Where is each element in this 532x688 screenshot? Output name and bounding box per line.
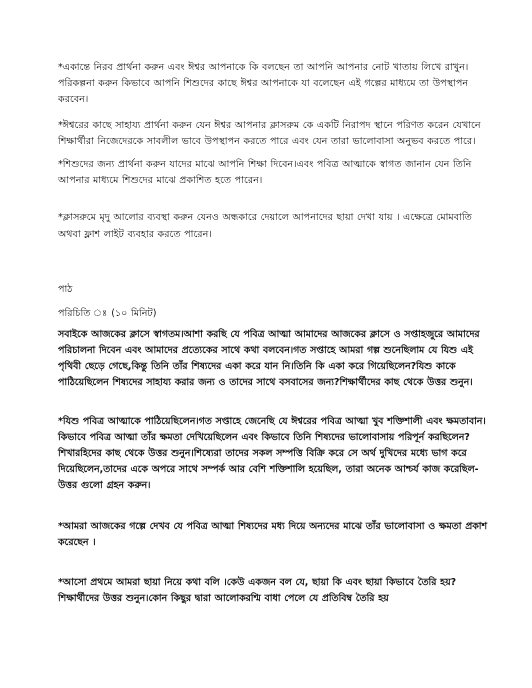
- paragraph-shadows: *আসো প্রথমে আমরা ছায়া নিয়ে কথা বলি ।কেউ একজন বল যে, ছায়া কি এবং ছায়া কিভাবে তৈরি হয়?শিক্ষার্থীদের উত্তর শুনুন।কোন কিছুর দ্বারা আলোকরশ্মি বাধা পেলে যে প্রতিবিম্ব তৈরি হয়: [58, 577, 457, 605]
- intro-heading: পরিচিতি ঃ (১০ মিনিট): [58, 307, 157, 319]
- paragraph-welcome: সবাইকে আজকের ক্লাসে স্বাগতম।আশা করছি যে পবিত্র আত্মা আমাদের আজকের ক্লাসে ও সপ্তাহজুরে আমাদের পরিচালনা দিবেন এবং আমাদের প্রত্যেকের সাথে কথা বলবেন।গত সপ্তাহে আমরা গল্প শুনেছিলাম যে যিশু এই পৃথিবী ছেড়ে গেছে,কিন্তু তিনি তাঁর শিষ্যদের একা করে যান নি।তিনি কি একা করে গিয়েছিলেন?যিশু কাকে পাঠিয়েছিলেন শিষ্যদের সাহায্য করার জন্য ও তাদের সাথে বসবাসের জন্য?শিক্ষার্থীদের কাছ থেকে উত্তর শুনুন।: [58, 328, 480, 389]
- paragraph-pray-silently: *একান্তে নিরব প্রার্থনা করুন এবং ঈশ্বর আপনাকে কি বলছেন তা আপনি আপনার নোট খাতায় লিখে রাখুন। পরিকল্পনা করুন কিভাবে আপনি শিশুদের কাছে ঈশ্বর আপনাকে যা বলেছেন এই গল্পের মাধ্যমে তা উপস্থাপন করবেন।: [58, 62, 469, 106]
- paragraph-dim-light: *ক্লাসরুমে মৃদু আলোর ব্যবস্থা করুন যেনও অন্ধকারে দেয়ালে আপনাদের ছায়া দেখা যায় । এক্ষেত্রে মোমবাতি অথবা ফ্লাশ লাইট ব্যবহার করতে পারেন।: [58, 212, 472, 240]
- paragraph-safe-classroom: *ঈশ্বরের কাছে সাহায্য প্রার্থনা করুন যেন ঈশ্বর আপনার ক্লাসরুম কে একটি নিরাপদ স্থানে পরিণত করেন যেখানে শিক্ষার্থীরা নিজেদেরকে সাবলীল ভাবে উপস্থাপন করতে পারে এবং যেন তারা ভালোবাসা অনুভব করতে পারে।: [58, 119, 481, 147]
- lesson-heading: পাঠ: [58, 283, 73, 295]
- paragraph-holy-spirit-sent: *যিশু পবিত্র আত্মাকে পাঠিয়েছিলেন।গত সপ্তাহে জেনেছি যে ঈশ্বরের পবিত্র আত্মা খুব শক্তিশালী এবং ক্ষমতাবান।কিভাবে পবিত্র আত্মা তাঁর ক্ষমতা দেখিয়েছিলেন এবং কিভাবে তিনি শিষ্যদের ভালোবাসায় পরিপূর্ন করছিলেন? শিখারহিদের কাছ থেকে উত্তর শুনুন।শিষ্যেরা তাদের সকল সম্পত্তি বিক্রি করে সে অর্থ দুখিদের মধ্যে ভাগ করে দিয়েছিলেন,তাদের একে অপরে সাথে সম্পর্ক আর বেশি শক্তিশালি হয়েছিল, তারা অনেক আশ্চর্য কাজ করেছিল-উত্তর গুলো গ্রহন করুন।: [58, 415, 486, 492]
- paragraph-todays-story: *আমরা আজকের গল্পে দেখব যে পবিত্র আত্মা শিষ্যদের মধ্য দিয়ে অন্যদের মাঝে তাঁর ভালোবাসা ও ক্ষমতা প্রকাশ করেছেন ।: [58, 520, 488, 548]
- paragraph-pray-for-children: *শিশুদের জন্য প্রার্থনা করুন যাদের মাঝে আপনি শিক্ষা দিবেন।এবং পবিত্র আত্মাকে স্বাগত জানান যেন তিনি আপনার মাধ্যমে শিশুদের মাঝে প্রকাশিত হতে পারেন।: [58, 159, 472, 187]
